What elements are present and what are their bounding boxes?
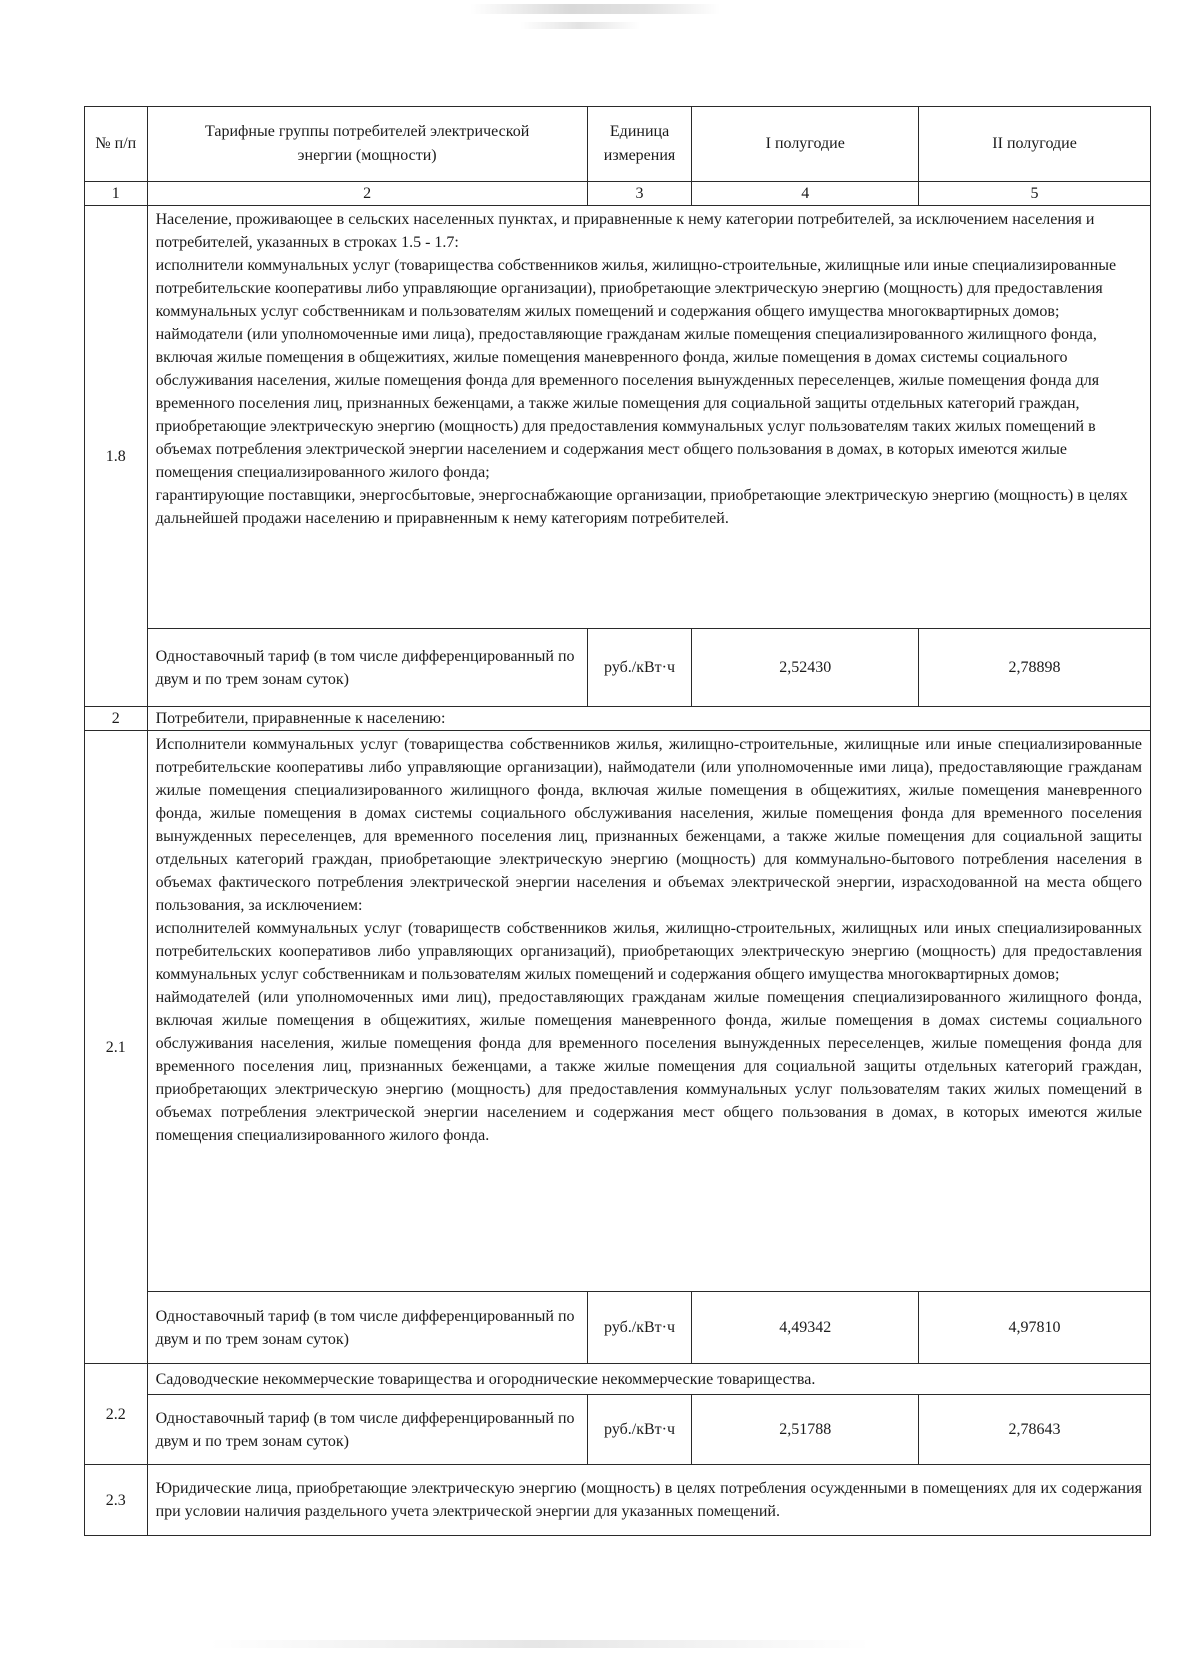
table-header-row <box>85 107 1151 182</box>
tariff-value-row <box>85 629 1151 707</box>
column-number: 5 <box>919 182 1151 206</box>
half-2-value: 2,78898 <box>919 629 1151 707</box>
half-1-value: 2,52430 <box>692 629 919 707</box>
row-description: Потребители, приравненные к населению: <box>147 707 1150 731</box>
table-row <box>85 731 1151 1292</box>
column-number: 2 <box>147 182 587 206</box>
tariff-label: Одноставочный тариф (в том числе дифференцированный по двум и по трем зонам суток) <box>147 1292 587 1364</box>
tariff-label: Одноставочный тариф (в том числе дифференцированный по двум и по трем зонам суток) <box>147 1395 587 1465</box>
unit-value: руб./кВт·ч <box>587 1292 692 1364</box>
unit-value: руб./кВт·ч <box>587 1395 692 1465</box>
description-paragraph: наймодатели (или уполномоченные ими лица), предоставляющие гражданам жилые помещения специализированного жилищного фонда, включая жилые помещения в общежитиях, жилые помещения маневренного фонда, жилые помещения в домах системы социального обслуживания населения, жилые помещения фонда для временного поселения вынужденных переселенцев, жилые помещения фонда для временного поселения лиц, признанных беженцами, а также жилые помещения для социальной защиты отдельных категорий граждан, приобретающие электрическую энергию (мощность) для предоставления коммунальных услуг пользователям таких жилых помещений в объемах потребления электрической энергии населением и содержания мест общего пользования в домах, в которых имеются жилые помещения специализированного жилого фонда; <box>155 326 1100 481</box>
row-number: 2.3 <box>85 1465 148 1536</box>
header-half-1: I полугодие <box>692 107 919 182</box>
header-half-2: II полугодие <box>919 107 1151 182</box>
tariff-value-row <box>85 1292 1151 1364</box>
description-paragraph: исполнителей коммунальных услуг (товариществ собственников жилья, жилищно-строительных, жилищных или иных специализированных потребительских кооперативов либо управляющих организаций), приобретающих электрическую энергию (мощность) для предоставления коммунальных услуг собственникам и пользователям жилых помещений и содержания общего имущества многоквартирных домов; <box>155 920 1142 983</box>
description-paragraph: Население, проживающее в сельских населенных пунктах, и приравненные к нему категории потребителей, за исключением населения и потребителей, указанных в строках 1.5 - 1.7: <box>155 211 1095 251</box>
header-tariff-groups: Тарифные группы потребителей электрической энергии (мощности) <box>147 107 587 182</box>
description-paragraph: Исполнители коммунальных услуг (товарищества собственников жилья, жилищно-строительные, жилищные или иные специализированные потребительские кооперативы либо управляющие организации), наймодатели (или уполномоченные ими лица), предоставляющие гражданам жилые помещения специализированного жилищного фонда, включая жилые помещения в общежитиях, жилые помещения маневренного фонда, жилые помещения в домах системы социального обслуживания населения, жилые помещения фонда для временного поселения вынужденных переселенцев, для временного поселения лиц, признанных беженцами, а также жилые помещения для социальной защиты отдельных категорий граждан, приобретающие электрическую энергию (мощность) для коммунально-бытового потребления населения в объемах фактического потребления электрической энергии населения и объемах электрической энергии, израсходованной на места общего пользования, за исключением: <box>155 736 1142 914</box>
header-unit: Единица измерения <box>587 107 692 182</box>
half-2-value: 2,78643 <box>919 1395 1151 1465</box>
unit-value: руб./кВт·ч <box>587 629 692 707</box>
column-number: 1 <box>85 182 148 206</box>
scan-artifact-top-2 <box>520 22 640 29</box>
tariff-value-row <box>85 1395 1151 1465</box>
table-row <box>85 707 1151 731</box>
table-row <box>85 1465 1151 1536</box>
row-number: 2.1 <box>85 731 148 1364</box>
tariff-label: Одноставочный тариф (в том числе дифференцированный по двум и по трем зонам суток) <box>147 629 587 707</box>
half-1-value: 4,49342 <box>692 1292 919 1364</box>
table-row <box>85 206 1151 629</box>
scan-artifact-bottom <box>210 1640 870 1648</box>
half-1-value: 2,51788 <box>692 1395 919 1465</box>
row-description <box>147 731 1150 1292</box>
half-2-value: 4,97810 <box>919 1292 1151 1364</box>
header-number: № п/п <box>85 107 148 182</box>
column-number: 4 <box>692 182 919 206</box>
column-number-row <box>85 182 1151 206</box>
row-number: 1.8 <box>85 206 148 707</box>
scan-artifact-top <box>470 4 720 14</box>
description-paragraph: наймодателей (или уполномоченных ими лиц), предоставляющих гражданам жилые помещения специализированного жилищного фонда, включая жилые помещения в общежитиях, жилые помещения маневренного фонда, жилые помещения в домах системы социального обслуживания населения, жилые помещения фонда для временного поселения вынужденных переселенцев, жилые помещения фонда для временного поселения лиц, признанных беженцами, а также жилые помещения для социальной защиты отдельных категорий граждан, приобретающих электрическую энергию (мощность) для предоставления коммунальных услуг пользователям таких жилых помещений в объемах потребления электрической энергии населением и содержания мест общего пользования в домах, в которых имеются жилые помещения специализированного жилого фонда. <box>155 989 1142 1144</box>
row-description: Садоводческие некоммерческие товарищества и огороднические некоммерческие товарищества. <box>147 1364 1150 1395</box>
description-paragraph: исполнители коммунальных услуг (товарищества собственников жилья, жилищно-строительные, жилищные или иные специализированные потребительские кооперативы либо управляющие организации), приобретающие электрическую энергию (мощность) для предоставления коммунальных услуг собственникам и пользователям жилых помещений и содержания общего имущества многоквартирных домов; <box>155 257 1117 320</box>
row-number: 2 <box>85 707 148 731</box>
description-paragraph: гарантирующие поставщики, энергосбытовые, энергоснабжающие организации, приобретающие электрическую энергию (мощность) в целях дальнейшей продажи населению и приравненным к нему категориям потребителей. <box>155 487 1128 527</box>
table-row <box>85 1364 1151 1395</box>
row-description <box>147 206 1150 629</box>
row-number: 2.2 <box>85 1364 148 1465</box>
column-number: 3 <box>587 182 692 206</box>
tariff-table <box>84 106 1151 1536</box>
row-description: Юридические лица, приобретающие электрическую энергию (мощность) в целях потребления осужденными в помещениях для их содержания при условии наличия раздельного учета электрической энергии для указанных помещений. <box>147 1465 1150 1536</box>
